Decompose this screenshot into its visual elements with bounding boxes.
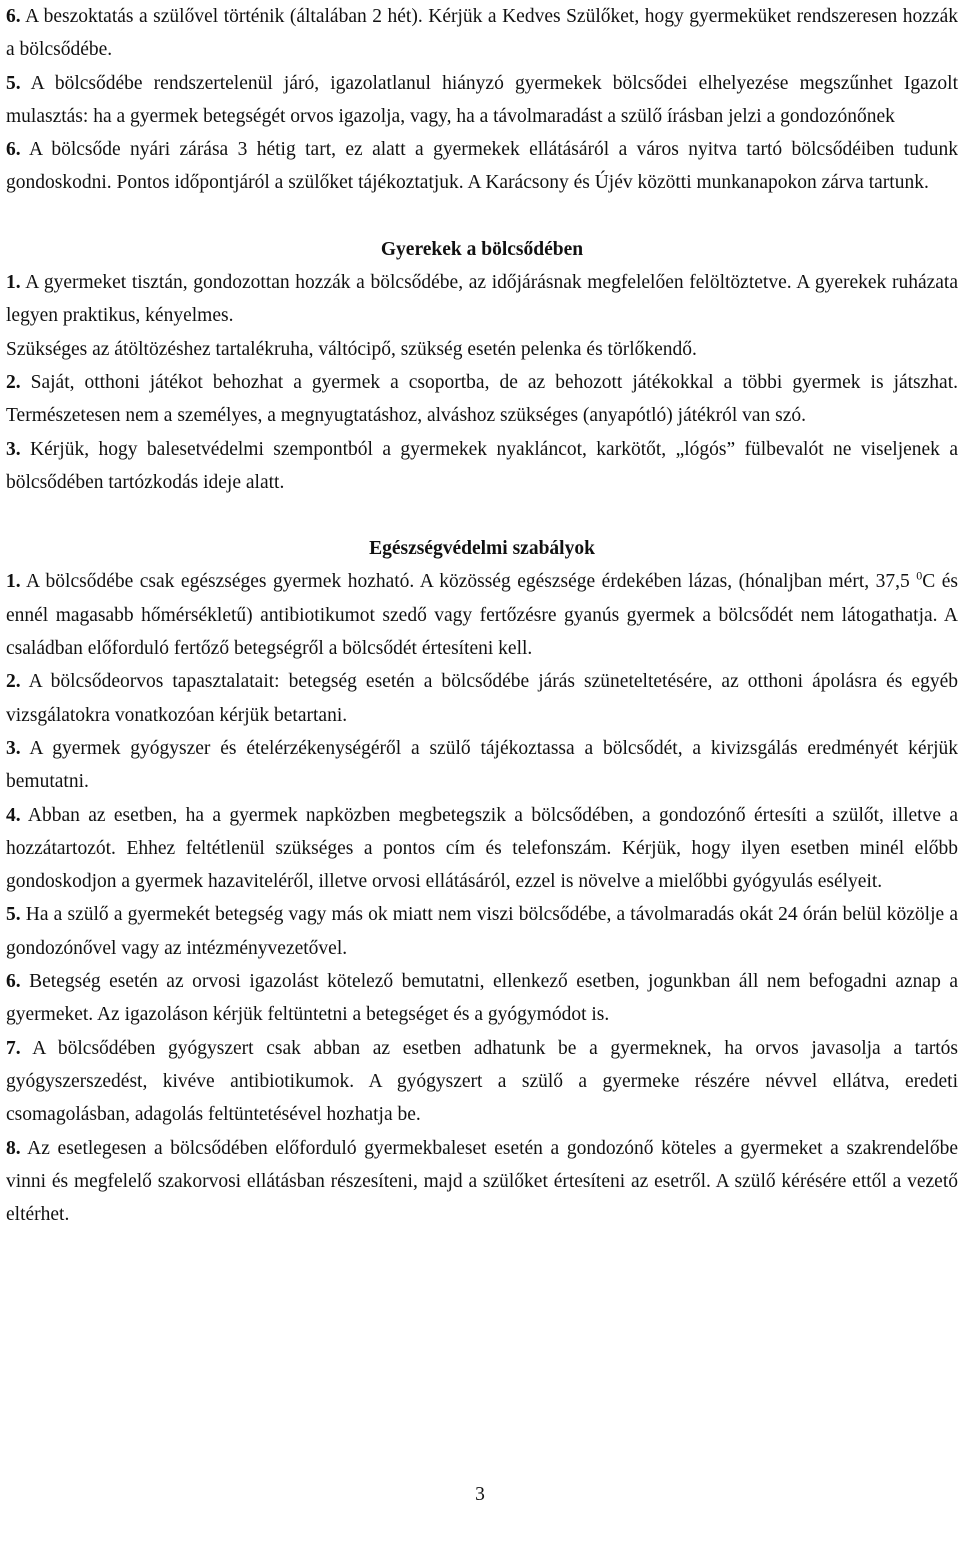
section2-item-6 bbox=[6, 965, 958, 1032]
section1-item-1 bbox=[6, 266, 958, 333]
item-number: 6. bbox=[6, 971, 21, 993]
item-number: 5. bbox=[6, 72, 21, 94]
paragraph-text: A gyermek gyógyszer és ételérzékenységéről a szülő tájékoztassa a bölcsődét, a kivizsgálás eredményét kérjük bemutatni. bbox=[6, 737, 958, 793]
section1-item-3 bbox=[6, 433, 958, 500]
section2-item-8 bbox=[6, 1132, 958, 1232]
page-number: 3 bbox=[475, 1484, 485, 1505]
section2-item-5 bbox=[6, 898, 958, 965]
section1-item-1-continued bbox=[6, 333, 958, 366]
paragraph-text: Ha a szülő a gyermekét betegség vagy más ok miatt nem viszi bölcsődébe, a távolmaradás okát 24 órán belül közölje a gondozónővel vagy az intézményvezetővel. bbox=[6, 904, 958, 959]
item-number: 2. bbox=[6, 371, 21, 393]
paragraph-text: A bölcsődében gyógyszert csak abban az esetben adhatunk be a gyermeknek, ha orvos javasolja a tartós gyógyszerszedést, kivéve antibiotikumok. A gyógyszert a szülő a gyermeke részére névvel ellátva, eredeti csomagolásban, adagolás feltüntetésével hozhatja be. bbox=[6, 1037, 958, 1126]
paragraph-5-attendance bbox=[6, 67, 958, 134]
section-spacer bbox=[6, 200, 958, 233]
paragraph-text: C és ennél magasabb hőmérsékletű) antibiotikumot szedő vagy fertőzésre gyanús gyermek a bölcsődét nem látogathatja. A családban előforduló fertőző betegségről a bölcsődét értesíteni kell. bbox=[6, 571, 958, 660]
item-number: 1. bbox=[6, 571, 21, 593]
section2-item-3 bbox=[6, 732, 958, 799]
paragraph-text: Betegség esetén az orvosi igazolást kötelező bemutatni, ellenkező esetben, jogunkban áll nem befogadni aznap a gyermeket. Az igazoláson kérjük feltüntetni a betegséget és a gyógymódot is. bbox=[6, 971, 958, 1026]
item-number: 3. bbox=[6, 737, 21, 759]
paragraph-6-summer-closure bbox=[6, 133, 958, 200]
paragraph-text: Szükséges az átöltözéshez tartalékruha, váltócipő, szükség esetén pelenka és törlőkendő. bbox=[6, 338, 697, 360]
section-heading-children: Gyerekek a bölcsődében bbox=[380, 238, 584, 260]
paragraph-text: A bölcsődeorvos tapasztalatait: betegség esetén a bölcsődébe járás szüneteltetésére, az otthoni ápolásra és egyéb vizsgálatokra vonatkozóan kérjük betartani. bbox=[6, 671, 958, 726]
section2-item-7 bbox=[6, 1032, 958, 1132]
item-number: 6. bbox=[6, 6, 21, 27]
paragraph-text: Saját, otthoni játékot behozhat a gyermek a csoportba, de az behozott játékokkal a többi gyermek is játszhat. Természetesen nem a személyes, a megnyugtatáshoz, alváshoz szükséges (anyapótló) játékról van szó. bbox=[6, 371, 958, 427]
item-number: 8. bbox=[6, 1137, 21, 1159]
paragraph-text: A bölcsődébe csak egészséges gyermek hozható. A közösség egészsége érdekében lázas, (hónaljban mért, 37,5 bbox=[20, 571, 917, 593]
item-number: 3. bbox=[6, 438, 21, 460]
paragraph-text: A bölcsőde nyári zárása 3 hétig tart, ez alatt a gyermekek ellátásáról a város nyitva tartó bölcsődéiben tudunk gondoskodni. Pontos időpontjáról a szülőket tájékoztatjuk. A Karácsony és Újév közötti munkanapokon zárva tartunk. bbox=[6, 139, 958, 194]
paragraph-text: A beszoktatás a szülővel történik (általában 2 hét). Kérjük a Kedves Szülőket, hogy gyermeküket rendszeresen hozzák a bölcsődébe. bbox=[6, 6, 958, 61]
item-number: 4. bbox=[6, 804, 21, 826]
paragraph-text: A bölcsődébe rendszertelenül járó, igazolatlanul hiányzó gyermekek bölcsődei elhelyezése megszűnhet Igazolt mulasztás: ha a gyermek betegségét orvos igazolja, vagy, ha a távolmaradást a szülő írásban jelzi a gondozónőnek bbox=[6, 72, 958, 127]
document-page bbox=[6, 0, 958, 1231]
paragraph-text: A gyermeket tisztán, gondozottan hozzák a bölcsődébe, az időjárásnak megfelelően felöltöztetve. A gyerekek ruházata legyen praktikus, kényelmes. bbox=[6, 272, 958, 327]
section2-item-4 bbox=[6, 799, 958, 899]
item-number: 2. bbox=[6, 671, 21, 693]
section-spacer bbox=[6, 499, 958, 532]
section2-item-2 bbox=[6, 665, 958, 732]
degree-superscript: 0 bbox=[916, 568, 923, 583]
section-heading-health-rules: Egészségvédelmi szabályok bbox=[369, 538, 595, 560]
section2-item-1 bbox=[6, 565, 958, 665]
item-number: 1. bbox=[6, 272, 21, 294]
paragraph-text: Abban az esetben, ha a gyermek napközben megbetegszik a bölcsődében, a gondozónő értesíti a szülőt, illetve a hozzátartozót. Ehhez feltétlenül szükséges a pontos cím és telefonszám. Kérjük, hogy ilyen esetben minél előbb gondoskodjon a gyermek hazaviteléről, illetve orvosi ellátásáról, ezzel is növelve a mielőbbi gyógyulás esélyeit. bbox=[6, 804, 958, 893]
paragraph-text: Kérjük, hogy balesetvédelmi szempontból a gyermekek nyakláncot, karkötőt, „lógós” fülbevalót ne viseljenek a bölcsődében tartózkodás ideje alatt. bbox=[6, 438, 958, 493]
item-number: 6. bbox=[6, 139, 21, 161]
item-number: 5. bbox=[6, 904, 21, 926]
paragraph-text: Az esetlegesen a bölcsődében előforduló gyermekbaleset esetén a gondozónő köteles a gyermeket a szakrendelőbe vinni és megfelelő szakorvosi ellátásban részesíteni, majd a szülőket értesíteni az esetről. A szülő kérésére ettől a vezető eltérhet. bbox=[6, 1137, 958, 1226]
paragraph-6-adjustment bbox=[6, 0, 958, 67]
section1-item-2 bbox=[6, 366, 958, 433]
item-number: 7. bbox=[6, 1037, 21, 1059]
